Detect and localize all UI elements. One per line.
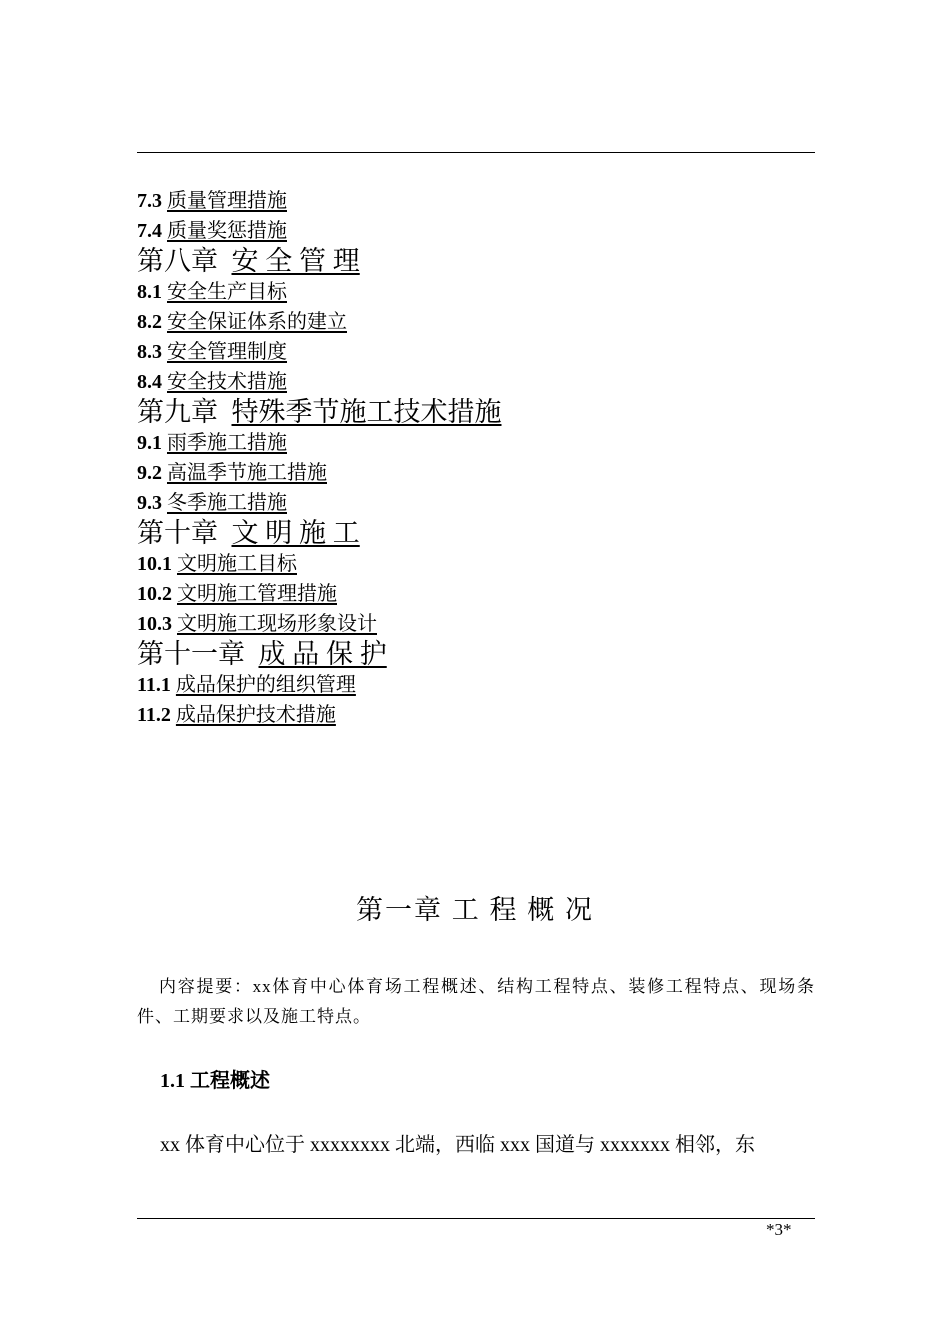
- header-rule: [137, 152, 815, 153]
- toc-chapter-link[interactable]: [137, 518, 815, 549]
- toc-section-link[interactable]: [137, 609, 815, 639]
- toc-entry-number: 第八章: [137, 246, 218, 276]
- toc-entry-number: 9.2: [137, 462, 162, 484]
- toc-entry-title: 安全生产目标: [167, 281, 287, 303]
- toc-section-link[interactable]: [137, 337, 815, 367]
- toc-entry-number: 9.1: [137, 432, 162, 454]
- toc-entry-title: 安 全 管 理: [231, 246, 360, 276]
- toc-section-link[interactable]: [137, 700, 815, 730]
- toc-entry-number: 10.3: [137, 613, 172, 635]
- section-heading: 1.1 工程概述: [160, 1070, 270, 1092]
- toc-entry-title: 文 明 施 工: [231, 518, 360, 548]
- toc-entry-number: 8.4: [137, 371, 162, 393]
- abstract-paragraph: 内容提要：xx体育中心体育场工程概述、结构工程特点、装修工程特点、现场条件、工期要求以及施工特点。: [137, 977, 815, 1026]
- body-paragraph: xx 体育中心位于 xxxxxxxx 北端，西临 xxx 国道与 xxxxxxx 相邻，东: [160, 1134, 755, 1156]
- toc-entry-title: 成 品 保 护: [258, 639, 387, 669]
- toc-section-link[interactable]: [137, 458, 815, 488]
- toc-entry-title: 安全保证体系的建立: [167, 311, 347, 333]
- toc-entry-title: 文明施工管理措施: [177, 583, 337, 605]
- toc-section-link[interactable]: [137, 428, 815, 458]
- toc-section-link[interactable]: [137, 216, 815, 246]
- toc-chapter-link[interactable]: [137, 397, 815, 428]
- toc-entry-number: 8.3: [137, 341, 162, 363]
- page-number: *3*: [766, 1220, 792, 1239]
- toc-entry-title: 安全管理制度: [167, 341, 287, 363]
- toc-entry-number: 第十一章: [137, 639, 245, 669]
- toc-chapter-link[interactable]: [137, 639, 815, 670]
- toc-chapter-link[interactable]: [137, 246, 815, 277]
- toc-entry-title: 质量奖惩措施: [167, 220, 287, 242]
- toc-section-link[interactable]: [137, 549, 815, 579]
- toc-section-link[interactable]: [137, 488, 815, 518]
- toc-section-link[interactable]: [137, 367, 815, 397]
- toc-entry-title: 高温季节施工措施: [167, 462, 327, 484]
- toc-entry-number: 9.3: [137, 492, 162, 514]
- toc-entry-number: 第十章: [137, 518, 218, 548]
- footer-rule: [137, 1218, 815, 1219]
- table-of-contents: [137, 186, 815, 730]
- toc-entry-number: 7.4: [137, 220, 162, 242]
- toc-entry-title: 质量管理措施: [167, 190, 287, 212]
- toc-section-link[interactable]: [137, 277, 815, 307]
- toc-entry-title: 特殊季节施工技术措施: [231, 397, 502, 427]
- toc-entry-number: 8.2: [137, 311, 162, 333]
- toc-entry-number: 11.2: [137, 704, 171, 726]
- toc-entry-title: 冬季施工措施: [167, 492, 287, 514]
- toc-section-link[interactable]: [137, 186, 815, 216]
- toc-section-link[interactable]: [137, 670, 815, 700]
- toc-entry-title: 文明施工目标: [177, 553, 297, 575]
- toc-entry-title: 成品保护技术措施: [175, 704, 336, 726]
- toc-entry-number: 7.3: [137, 190, 162, 212]
- toc-entry-number: 8.1: [137, 281, 162, 303]
- toc-section-link[interactable]: [137, 307, 815, 337]
- toc-entry-number: 第九章: [137, 397, 218, 427]
- chapter-title: 第一章 工 程 概 况: [356, 895, 594, 925]
- toc-entry-title: 文明施工现场形象设计: [177, 613, 377, 635]
- toc-entry-number: 10.1: [137, 553, 172, 575]
- toc-entry-title: 雨季施工措施: [167, 432, 287, 454]
- toc-entry-number: 10.2: [137, 583, 172, 605]
- toc-entry-title: 安全技术措施: [167, 371, 287, 393]
- toc-entry-number: 11.1: [137, 674, 171, 696]
- toc-section-link[interactable]: [137, 579, 815, 609]
- toc-entry-title: 成品保护的组织管理: [175, 674, 356, 696]
